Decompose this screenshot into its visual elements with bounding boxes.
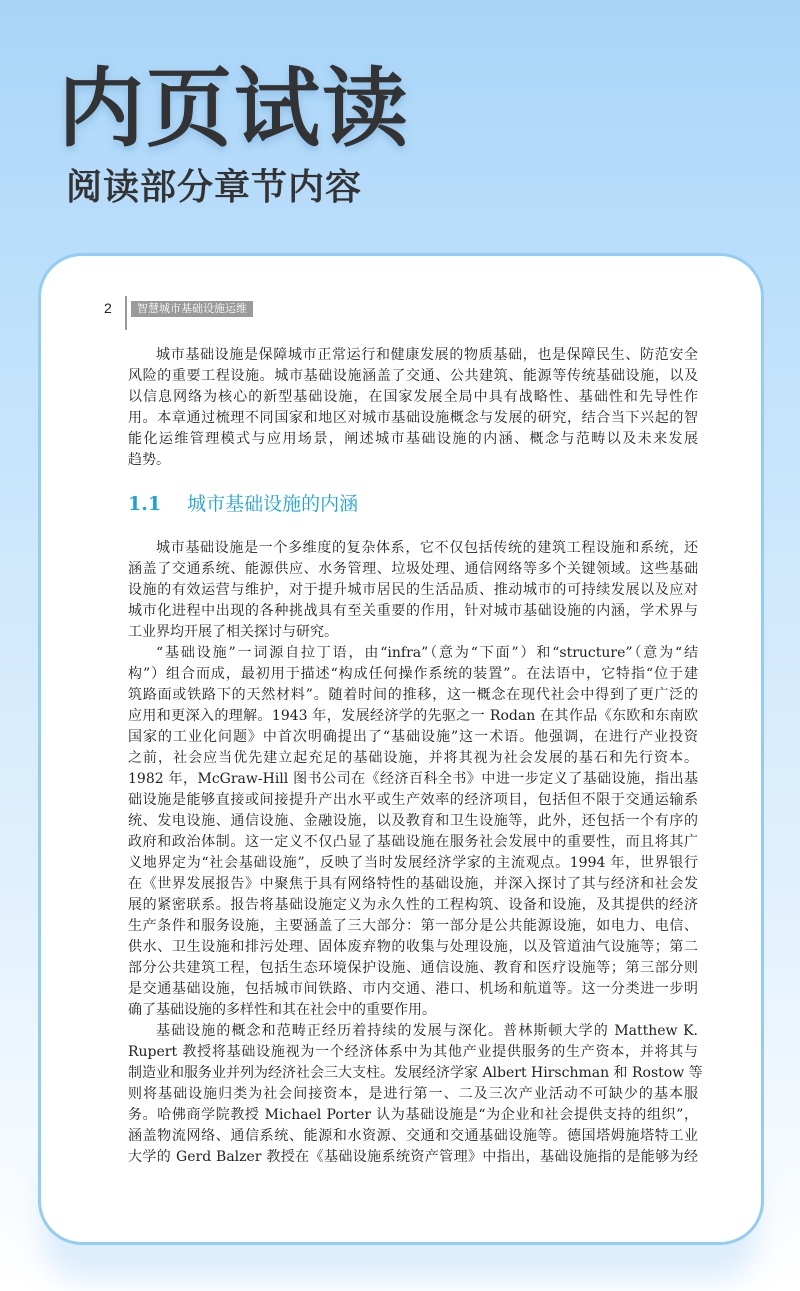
text-line: 趋势。 (128, 452, 170, 468)
intro-paragraph (128, 345, 698, 471)
running-head-divider (125, 296, 127, 330)
text-line: 之前，社会应当优先建立起充足的基础设施，并将其视为社会发展的基石和先行资本。 (128, 750, 698, 766)
text-line: 设施的有效运营与维护，对于提升城市居民的生活品质、推动城市的可持续发展以及应对 (128, 582, 698, 598)
paragraph (128, 538, 698, 643)
section-title: 城市基础设施的内涵 (187, 493, 359, 515)
text-line: 则将基础设施归类为社会间接资本，是进行第一、二及三次产业活动不可缺少的基本服 (128, 1086, 698, 1102)
hero-title: 内页试读 (58, 59, 410, 159)
text-line: 在《世界发展报告》中聚焦于具有网络特性的基础设施，并深入探讨了其与经济和社会发 (128, 876, 698, 892)
text-line: Rupert 教授将基础设施视为一个经济体系中为其他产业提供服务的生产资本，并将其与 (128, 1044, 698, 1060)
page-number: 2 (104, 300, 112, 316)
paragraph (128, 1021, 703, 1168)
text-line: 制造业和服务业并列为经济社会三大支柱。发展经济学家 Albert Hirschman 和 Rostow 等 (128, 1065, 703, 1081)
running-head: 智慧城市基础设施运维 (131, 301, 253, 317)
text-line: 供水、卫生设施和排污处理、固体废弃物的收集与处理设施，以及管道油气设施等；第二 (128, 939, 698, 955)
hero-subtitle: 阅读部分章节内容 (66, 167, 363, 208)
text-line: 义地界定为“社会基础设施”，反映了当时发展经济学家的主流观点。1994 年，世界银行 (128, 855, 698, 871)
text-line: 以信息网络为核心的新型基础设施，在国家发展全局中具有战略性、基础性和先导性作 (128, 389, 698, 405)
text-line: 涵盖了交通系统、能源供应、水务管理、垃圾处理、通信网络等多个关键领域。这些基础 (128, 561, 698, 577)
text-line: 确了基础设施的多样性和其在社会中的重要作用。 (128, 1002, 436, 1018)
text-line: 用。本章通过梳理不同国家和地区对城市基础设施概念与发展的研究，结合当下兴起的智 (128, 410, 698, 426)
text-line: 构”）组合而成，最初用于描述“构成任何操作系统的装置”。在法语中，它特指“位于建 (128, 666, 698, 682)
text-line: 务。哈佛商学院教授 Michael Porter 认为基础设施是“为企业和社会提供支持的组织”， (128, 1107, 698, 1123)
text-line: 政府和政治体制。这一定义不仅凸显了基础设施在服务社会发展中的重要性，而且将其广 (128, 834, 698, 850)
text-line: 涵盖物流网络、通信系统、能源和水资源、交通和交通基础设施等。德国塔姆施塔特工业 (128, 1128, 698, 1144)
text-line: 统、发电设施、通信设施、金融设施，以及教育和卫生设施等，此外，还包括一个有序的 (128, 813, 698, 829)
text-line: 城市基础设施是保障城市正常运行和健康发展的物质基础，也是保障民生、防范安全 (156, 347, 698, 363)
text-line: 是交通基础设施，包括城市间铁路、市内交通、港口、机场和航道等。这一分类进一步明 (128, 981, 698, 997)
text-line: 展的紧密联系。报告将基础设施定义为永久性的工程构筑、设备和设施，及其提供的经济 (128, 897, 698, 913)
text-line: 风险的重要工程设施。城市基础设施涵盖了交通、公共建筑、能源等传统基础设施，以及 (128, 368, 698, 384)
text-line: 应用和更深入的理解。1943 年，发展经济学的先驱之一 Rodan 在其作品《东欧和东南欧 (128, 708, 698, 724)
section-number: 1.1 (128, 493, 162, 515)
text-line: 大学的 Gerd Balzer 教授在《基础设施系统资产管理》中指出，基础设施指的是能够为经 (128, 1149, 698, 1165)
paragraph (128, 345, 698, 471)
text-line: “基础设施”一词源自拉丁语，由“infra”（意为“下面”）和“structure”（意为“结 (156, 645, 698, 661)
text-line: 部分公共建筑工程，包括生态环境保护设施、通信设施、教育和医疗设施等；第三部分则 (128, 960, 698, 976)
text-line: 工业界均开展了相关探讨与研究。 (128, 624, 338, 640)
text-line: 础设施是能够直接或间接提升产出水平或生产效率的经济项目，包括但不限于交通运输系 (128, 792, 698, 808)
text-line: 基础设施的概念和范畴正经历着持续的发展与深化。普林斯顿大学的 Matthew K. (156, 1023, 698, 1039)
text-line: 国家的工业化问题》中首次明确提出了“基础设施”这一术语。他强调，在进行产业投资 (128, 729, 698, 745)
text-line: 能化运维管理模式与应用场景，阐述城市基础设施的内涵、概念与范畴以及未来发展 (128, 431, 698, 447)
paragraph (128, 643, 698, 1021)
section-heading (128, 492, 358, 516)
text-line: 城市基础设施是一个多维度的复杂体系，它不仅包括传统的建筑工程设施和系统，还 (156, 540, 698, 556)
text-line: 筑路面或铁路下的天然材料”。随着时间的推移，这一概念在现代社会中得到了更广泛的 (128, 687, 698, 703)
body-text (128, 538, 703, 1168)
text-line: 生产条件和服务设施，主要涵盖了三大部分：第一部分是公共能源设施，如电力、电信、 (128, 918, 698, 934)
text-line: 1982 年，McGraw-Hill 图书公司在《经济百科全书》中进一步定义了基础设施，指出基 (128, 771, 698, 787)
text-line: 城市化进程中出现的各种挑战具有至关重要的作用，针对城市基础设施的内涵，学术界与 (128, 603, 698, 619)
